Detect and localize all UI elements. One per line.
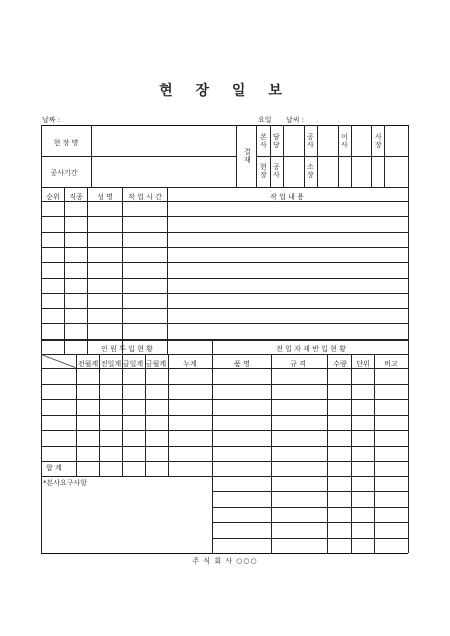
col-work-hours: 작 업 시 간 <box>128 193 162 201</box>
col-remarks: 비고 <box>384 360 398 368</box>
materials-col-line <box>327 354 328 553</box>
work-row-line <box>41 216 408 217</box>
materials-row-line <box>212 491 408 492</box>
approval-director: 이 사 <box>341 133 348 149</box>
col-prev-day: 전일계 <box>100 360 122 368</box>
work-row-line <box>41 232 408 233</box>
approval-site-chief: 소 장 <box>307 163 314 179</box>
approval-cell-line <box>317 125 318 187</box>
col-rank: 순위 <box>46 193 60 201</box>
company-footer: 주 식 회 사 ○○○ <box>192 557 258 565</box>
col-name: 성 명 <box>97 193 113 201</box>
approval-left <box>236 125 237 187</box>
weather-label: 날씨 : <box>286 116 305 124</box>
lower-header-bottom <box>41 368 408 369</box>
work-row-line <box>41 247 408 248</box>
approval-label: 결 재 <box>244 148 251 164</box>
materials-col-line <box>374 354 375 553</box>
approval-construction: 공 사 <box>307 133 314 149</box>
frame-top <box>41 125 408 126</box>
approval-cell-line <box>304 125 305 187</box>
materials-col-line <box>271 354 272 553</box>
approval-cell-line <box>371 125 372 187</box>
lower-row-line <box>41 384 408 385</box>
approval-manager: 담 당 <box>273 133 280 149</box>
site-name-label: 현 장 명 <box>53 139 79 147</box>
section-top <box>41 340 408 341</box>
lower-row-line <box>41 399 408 400</box>
section-divider <box>212 340 213 553</box>
work-col-line <box>167 187 168 354</box>
approval-cell-line <box>283 125 284 187</box>
approval-cell-line <box>384 125 385 187</box>
materials-row-line <box>212 476 408 477</box>
work-row-line <box>41 262 408 263</box>
col-prev-month: 전월계 <box>77 360 99 368</box>
approval-cell-line <box>270 125 271 187</box>
manpower-col-line <box>99 354 100 476</box>
manpower-col-line <box>145 354 146 476</box>
lower-row-line <box>41 430 408 431</box>
approval-head-office: 본 사 <box>260 133 267 149</box>
total-bottom <box>41 476 212 477</box>
materials-row-line <box>212 538 408 539</box>
work-row-line <box>41 293 408 294</box>
work-col-line <box>87 187 88 354</box>
work-header-bottom <box>41 201 408 202</box>
page-title: 현 장 일 보 <box>159 83 291 99</box>
header-divider <box>41 156 236 157</box>
date-label: 날짜 : <box>42 116 61 124</box>
approval-president: 사 장 <box>375 133 382 149</box>
header-bottom <box>41 187 408 188</box>
lower-top <box>41 354 408 355</box>
manpower-col-line <box>76 354 77 476</box>
requests-label: *본사요구사항 <box>43 479 88 487</box>
col-work-content: 작 업 내 용 <box>270 193 304 201</box>
work-col-line <box>122 187 123 354</box>
manpower-section-title: 인 원 투 입 현 황 <box>101 345 153 353</box>
col-quantity: 수량 <box>333 360 347 368</box>
col-today: 금일계 <box>122 360 144 368</box>
header-label-divider <box>91 125 92 187</box>
frame-bottom <box>41 553 408 554</box>
lower-row-line <box>41 446 408 447</box>
materials-col-line <box>351 354 352 553</box>
approval-site: 현 장 <box>260 163 267 179</box>
day-label: 요일 <box>258 116 272 124</box>
total-label: 합 계 <box>46 464 62 472</box>
manpower-col-line <box>168 354 169 476</box>
work-row-line <box>41 278 408 279</box>
approval-cell-line <box>338 125 339 187</box>
materials-row-line <box>212 522 408 523</box>
materials-section-title: 전 일 자 재 반 입 현 황 <box>276 345 346 353</box>
materials-row-line <box>212 507 408 508</box>
lower-row-line <box>41 415 408 416</box>
lower-row-line <box>41 461 408 462</box>
work-row-line <box>41 308 408 309</box>
col-this-month: 금월계 <box>145 360 167 368</box>
col-item-name: 품 명 <box>234 360 250 368</box>
manpower-col-line <box>122 354 123 476</box>
col-trade: 직종 <box>69 193 83 201</box>
period-label: 공사기간 <box>50 169 78 177</box>
col-spec: 규 격 <box>290 360 306 368</box>
approval-cell-line <box>351 125 352 187</box>
approval-mid <box>256 156 408 157</box>
work-col-line <box>64 187 65 354</box>
col-cumulative: 누계 <box>183 360 197 368</box>
frame-right <box>408 125 409 553</box>
col-unit: 단위 <box>356 360 370 368</box>
approval-site-construction: 공 사 <box>273 163 280 179</box>
header-diagonal <box>41 354 76 368</box>
work-row-line <box>41 323 408 324</box>
